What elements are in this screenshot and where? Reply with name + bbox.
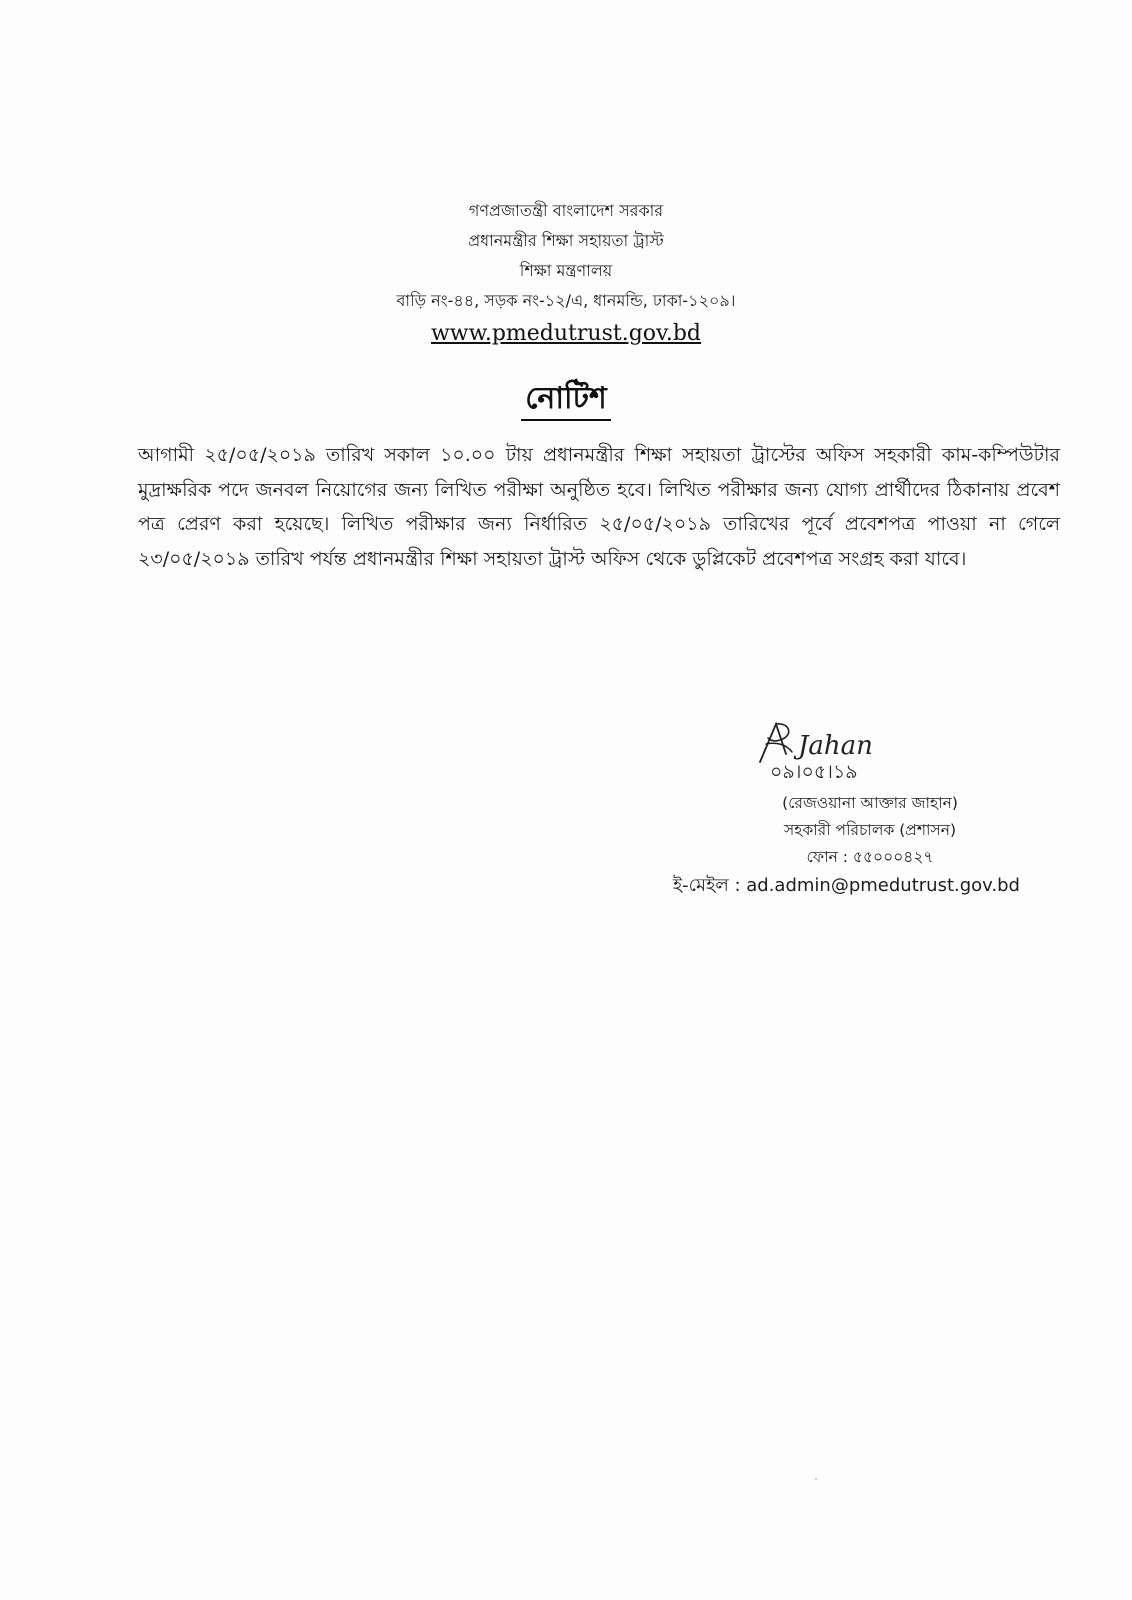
notice-title-text: নোটিশ: [521, 381, 610, 421]
notice-title: [0, 374, 1132, 425]
signature-name: Jahan: [798, 731, 873, 761]
signatory-phone: ফোন : ৫৫০০০৪২৭: [806, 848, 934, 866]
signatory-email[interactable]: ই-মেইল : ad.admin@pmedutrust.gov.bd: [672, 875, 1020, 896]
organization-name: প্রধানমন্ত্রীর শিক্ষা সহায়তা ট্রাস্ট: [468, 231, 664, 250]
handwritten-signature: [746, 718, 926, 782]
notice-body: আগামী ২৫/০৫/২০১৯ তারিখ সকাল ১০.০০ টায় প্রধানমন্ত্রীর শিক্ষা সহায়তা ট্রাস্টের অফিস সহকারী কাম-কম্পিউটার মুদ্রাক্ষরিক পদে জনবল নিয়োগের জন্য লিখিত পরীক্ষা অনুষ্ঠিত হবে। লিখিত পরীক্ষার জন্য যোগ্য প্রার্থীদের ঠিকানায় প্রবেশ পত্র প্রেরণ করা হয়েছে। লিখিত পরীক্ষার জন্য নির্ধারিত ২৫/০৫/২০১৯ তারিখের পূর্বে প্রবেশপত্র পাওয়া না গেলে ২৩/০৫/২০১৯ তারিখ পর্যন্ত প্রধানমন্ত্রীর শিক্ষা সহায়তা ট্রাস্ট অফিস থেকে ডুপ্লিকেট প্রবেশপত্র সংগ্রহ করা যাবে।: [138, 444, 1060, 570]
signatory-designation: সহকারী পরিচালক (প্রশাসন): [783, 821, 957, 839]
signature-date: ০৯।০৫।১৯: [770, 761, 858, 782]
letterhead: [0, 196, 1132, 350]
website-link[interactable]: www.pmedutrust.gov.bd: [430, 321, 702, 346]
office-address: বাড়ি নং-৪৪, সড়ক নং-১২/এ, ধানমন্ডি, ঢাকা-১২০৯।: [396, 291, 736, 310]
government-name: গণপ্রজাতন্ত্রী বাংলাদেশ সরকার: [468, 201, 664, 220]
paper-speck: [815, 1478, 817, 1480]
ministry-name: শিক্ষা মন্ত্রণালয়: [519, 261, 613, 280]
signatory-name: (রেজওয়ানা আক্তার জাহান): [782, 794, 958, 812]
signatory-block: [640, 790, 1020, 901]
